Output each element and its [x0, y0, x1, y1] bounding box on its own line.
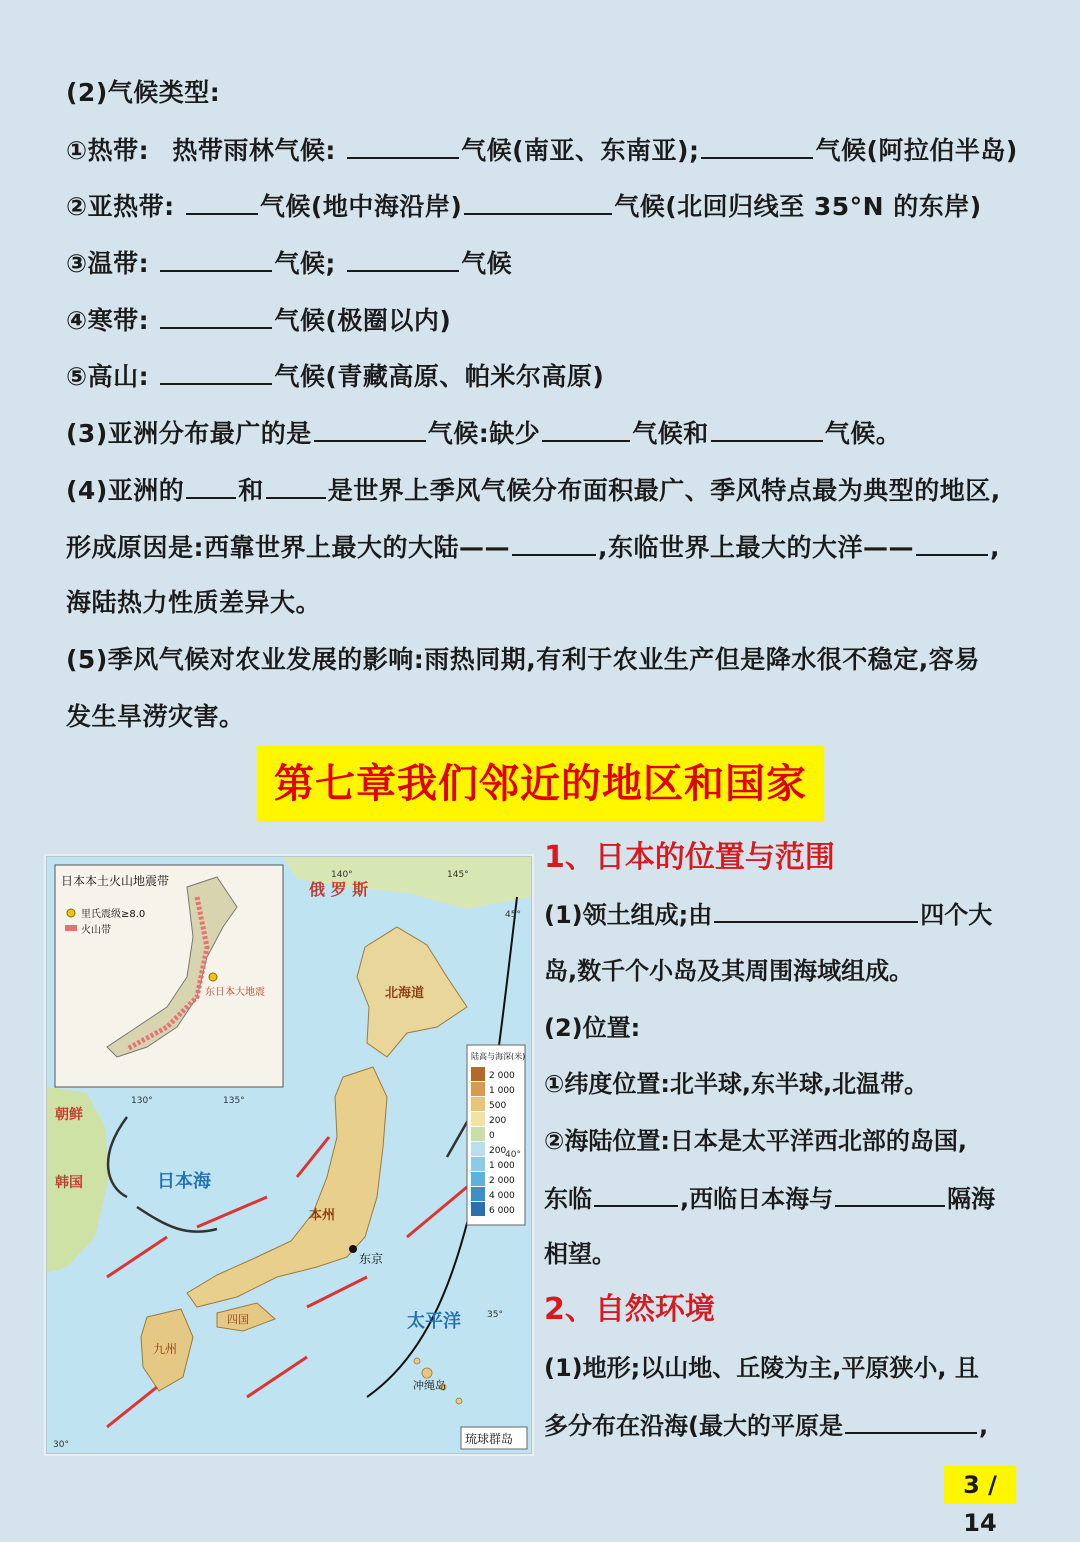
japan-map: [46, 856, 532, 1454]
q4-line-3: 海陆热力性质差异大。: [66, 588, 322, 617]
korea-north-label: 朝鲜: [55, 1107, 83, 1123]
legend-value: 200: [489, 1116, 507, 1126]
legend-value: 200: [489, 1146, 507, 1156]
elevation-legend-title: 陆高与海深(米): [471, 1052, 526, 1061]
east-text-a: 东临: [544, 1185, 592, 1213]
lon-label: 140°: [331, 870, 353, 880]
legend-value: 1 000: [489, 1086, 515, 1096]
answer-blank[interactable]: [160, 303, 272, 329]
terrain-text-b: 多分布在沿海(最大的平原是: [544, 1412, 843, 1440]
east-text-c: 隔海: [947, 1185, 996, 1213]
q4-text-c: 是世界上季风气候分布面积最广、季风特点最为典型的地区,: [327, 476, 1001, 505]
hokkaido-label: 北海道: [385, 986, 425, 1001]
climate-heading: (2)气候类型:: [66, 78, 221, 107]
sea-land-line: ②海陆位置:日本是太平洋西北部的岛国,: [544, 1127, 968, 1155]
territory-text-a: (1)领土组成;由: [544, 901, 713, 929]
territory-text-b: 四个大: [920, 901, 993, 929]
answer-blank[interactable]: [160, 359, 272, 385]
okinawa-label: 冲绳岛: [413, 1379, 446, 1392]
honshu-label: 本州: [309, 1208, 336, 1223]
korea-south-label: 韩国: [55, 1175, 83, 1191]
legend-swatch: [471, 1112, 485, 1126]
tropical-end: 气候(阿拉伯半岛): [815, 136, 1018, 165]
lon-label: 130°: [131, 1096, 153, 1106]
temperate-end: 气候: [461, 249, 513, 278]
q3-text-d: 气候。: [824, 419, 902, 448]
lat-label: 35°: [487, 1310, 503, 1320]
terrain-text-c: ,: [978, 1412, 989, 1440]
legend-value: 2 000: [489, 1071, 515, 1081]
inset-title: 日本本土火山地震带: [61, 874, 170, 888]
kyushu-label: 九州: [153, 1342, 178, 1356]
q4-text-f: ,: [990, 533, 1000, 562]
answer-blank[interactable]: [701, 133, 813, 159]
legend-value: 2 000: [489, 1176, 515, 1186]
q4-text-a: (4)亚洲的: [66, 476, 185, 505]
east-text-b: ,西临日本海与: [680, 1185, 834, 1213]
highland-end: 气候(青藏高原、帕米尔高原): [274, 362, 605, 391]
q4-line-2: [66, 530, 1000, 565]
legend-swatch: [471, 1082, 485, 1096]
answer-blank[interactable]: [347, 133, 459, 159]
answer-blank[interactable]: [314, 416, 426, 442]
answer-blank[interactable]: [594, 1181, 678, 1207]
highland-label: ⑤高山:: [66, 362, 150, 391]
rainforest-text: 热带雨林气候:: [172, 136, 336, 165]
q4-line-1: [66, 473, 1001, 508]
answer-blank[interactable]: [916, 530, 988, 556]
answer-blank[interactable]: [464, 189, 612, 215]
volcano-legend-icon: [65, 925, 77, 931]
answer-blank[interactable]: [542, 416, 630, 442]
east-line: [544, 1181, 995, 1216]
legend-swatch: [471, 1067, 485, 1081]
subtropical-line: [66, 189, 982, 224]
answer-blank[interactable]: [266, 473, 326, 499]
answer-blank[interactable]: [512, 530, 596, 556]
subtropical-end: 气候(北回归线至 35°N 的东岸): [614, 192, 982, 221]
terrain-line: (1)地形;以山地、丘陵为主,平原狭小, 且: [544, 1354, 979, 1382]
legend-value: 0: [489, 1131, 495, 1141]
q3-text-c: 气候和: [632, 419, 709, 448]
subtropical-label: ②亚热带:: [66, 192, 175, 221]
frigid-line: [66, 303, 451, 338]
quake-legend-icon: [67, 909, 75, 917]
q3-line: [66, 416, 901, 451]
tokyo-marker: [349, 1245, 357, 1253]
territory-line-2: 岛,数千个小岛及其周围海域组成。: [544, 957, 914, 985]
tokyo-label: 东京: [359, 1252, 384, 1266]
inset-quake-point: [209, 973, 217, 981]
legend-swatch: [471, 1157, 485, 1171]
section-2-title: 2、自然环境: [544, 1292, 715, 1327]
page-indicator: 3 / 14: [944, 1466, 1016, 1504]
volcano-legend-label: 火山带: [81, 925, 111, 936]
lat-label: 40°: [505, 1150, 521, 1160]
q5-line-2: 发生旱涝灾害。: [66, 702, 245, 731]
answer-blank[interactable]: [714, 897, 918, 923]
answer-blank[interactable]: [845, 1408, 977, 1434]
temperate-mid: 气候;: [274, 249, 336, 278]
position-heading: (2)位置:: [544, 1014, 641, 1042]
legend-swatch: [471, 1172, 485, 1186]
q3-text-a: (3)亚洲分布最广的是: [66, 419, 312, 448]
legend-value: 6 000: [489, 1206, 515, 1216]
lat-label: 45°: [505, 910, 521, 920]
answer-blank[interactable]: [835, 1181, 945, 1207]
legend-swatch: [471, 1202, 485, 1216]
legend-value: 1 000: [489, 1161, 515, 1171]
russia-label: 俄 罗 斯: [309, 880, 369, 899]
lat-label: 30°: [53, 1440, 69, 1450]
section-1-title: 1、日本的位置与范围: [544, 840, 835, 875]
q3-text-b: 气候:缺少: [427, 419, 541, 448]
frigid-end: 气候(极圈以内): [274, 306, 452, 335]
east-line-2: 相望。: [544, 1240, 616, 1268]
inset-quake-label: 东日本大地震: [205, 987, 265, 998]
lon-label: 145°: [447, 870, 469, 880]
legend-swatch: [471, 1097, 485, 1111]
q5-line-1: (5)季风气候对农业发展的影响:雨热同期,有利于农业生产但是降水很不稳定,容易: [66, 645, 980, 674]
subtropical-mid: 气候(地中海沿岸): [259, 192, 463, 221]
shikoku-label: 四国: [227, 1313, 249, 1326]
terrain-line-2: [544, 1408, 988, 1443]
answer-blank[interactable]: [711, 416, 823, 442]
legend-value: 4 000: [489, 1191, 515, 1201]
temperate-label: ③温带:: [66, 249, 150, 278]
quake-legend-label: 里氏震级≥8.0: [81, 909, 146, 920]
pacific-label: 太平洋: [407, 1311, 461, 1332]
inset-frame: [55, 865, 283, 1087]
tropical-mid: 气候(南亚、东南亚);: [461, 136, 700, 165]
answer-blank[interactable]: [160, 246, 272, 272]
chapter-title: 第七章我们邻近的地区和国家: [257, 746, 824, 822]
lon-label: 135°: [223, 1096, 245, 1106]
q4-text-d: 形成原因是:西靠世界上最大的大陆——: [66, 533, 510, 562]
answer-blank[interactable]: [186, 189, 258, 215]
legend-swatch: [471, 1127, 485, 1141]
q4-text-e: ,东临世界上最大的大洋——: [598, 533, 914, 562]
sea-of-japan-label: 日本海: [157, 1171, 211, 1192]
answer-blank[interactable]: [186, 473, 236, 499]
legend-swatch: [471, 1142, 485, 1156]
latitude-line: ①纬度位置:北半球,东半球,北温带。: [544, 1070, 929, 1098]
ryukyu-label: 琉球群岛: [465, 1432, 514, 1446]
q4-text-b: 和: [238, 476, 264, 505]
legend-swatch: [471, 1187, 485, 1201]
temperate-line: [66, 246, 512, 281]
highland-line: [66, 359, 604, 394]
territory-line: [544, 897, 992, 932]
answer-blank[interactable]: [347, 246, 459, 272]
tropical-line: [66, 133, 1018, 168]
legend-value: 500: [489, 1101, 507, 1111]
frigid-label: ④寒带:: [66, 306, 150, 335]
tropical-label: ①热带:: [66, 136, 150, 165]
